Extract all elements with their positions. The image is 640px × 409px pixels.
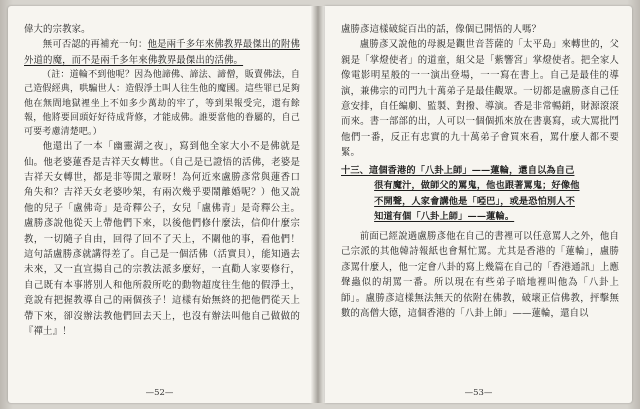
page-number: —53— <box>464 388 493 398</box>
annotation-note: （註：道輪不到他呢？因為他諦佛、諦法、諦僧，販賣佛法，自己造假經典，哄騙世人：造假淨土叫人往生他的魔國。這些罪已足夠他在無間地獄裡坐上不如多少萬劫的牢了，等到果報受完，還有餘報，他將要回頭好好待成背修，才能成佛。誰要當他的眷屬的，自己可要考慮清楚吧。） <box>24 70 300 138</box>
left-page-text <box>24 22 300 340</box>
underlined-statement: 他是兩千多年來佛教界最傑出的附佛外道的魔，而不是兩千多年來佛教界最傑出的活佛。 <box>24 39 301 66</box>
paragraph: 他還出了一本「幽靈湖之夜」，寫到他全家大小不是佛就是仙。他老婆蓮香是吉祥天女轉世。（自己是已證悟的活佛，老婆是吉祥天女轉世，都是非等閒之輩呀！為何近來盧勝彥常與蓮香口角失和？吉祥天女老婆吵架，有兩次幾乎要鬧離婚呢？）他又說他的兒子「盧佛奇」是奇釋公子，女兒「盧佛青」是奇釋公主。盧勝彥說他從天上帶他們下來，以後他們修什麼法，信仰什麼宗教，一切隨子自由，回得了回不了天上，不關他的事，看他們！這句話盧勝彥就講得差了。自己是一個活佛（活實貝），能知過去未來，又一直宣揚自己的宗教法派多麼好，一直勸人家要修行，自己既有本事將別人和他所殺所吃的動物超度往生他的假淨土，竟說有把握教導自己的兩個孩子！這樣有始無終的把他們從天上帶下來，卻沒辦法教他們回去天上，也沒有辦法叫他自己做做的『禪土』！ <box>24 141 300 338</box>
heading-line: 很有魔汁，做師父的罵鬼，他也跟著罵鬼；好像他 <box>374 180 580 192</box>
right-page <box>325 6 632 403</box>
paragraph: 偉大的宗教家。 <box>24 24 91 35</box>
section-heading <box>341 163 619 225</box>
paragraph: 盧勝彥又說他的母親是觀世音菩薩的「太平島」來轉世的，父親是「掌燈使者」的道童，組父是「紫響宮」掌燈使者。把全家人像電影明星般的一一演出登場，一一寫在書上。自己是最佳的導演，兼佛宗的司門九十萬弟子是最佳觀眾。一切都是盧勝彥自己任意安排，自任編劇、監製、對撥、導演。香是非常暢銷，財源滾滾而來。書一部部的出，人可以一個個抓來放在書裏寫，或大罵批鬥他們一番，反正有忠實的九十萬弟子會買來看，罵什麼人都不要緊。 <box>341 39 619 159</box>
left-page <box>8 6 311 403</box>
paragraph-lead: 無可否認的再補充一句： <box>42 39 148 51</box>
right-page-text <box>341 22 619 321</box>
paragraph: 盧勝彥這樣破綻百出的話，像個已開悟的人嗎？ <box>341 24 542 35</box>
paragraph <box>24 37 300 68</box>
heading-line: 不開聲，人家會講他是「啞巴」，或是恐怕別人不 <box>374 195 575 207</box>
page-number: —52— <box>145 388 174 398</box>
heading-line: 十三、這個香港的「八卦上師」——蓮輪，還自以為自己 <box>341 164 575 176</box>
heading-line: 知道有個「八卦上師」——蓮輪。 <box>374 211 515 223</box>
paragraph: 前面已經說過盧勝彥他在自己的書裡可以任意罵人之外，他自己宗派的其他韓詩報紙也會幫忙罵。尤其是香港的「蓮輪」，盧勝彥罵什麼人，他一定會八卦的寫上幾篇在自己的「香港通訊」上應聲蟲似的胡罵一番。所以現在有些弟子暗地裡叫他為「八卦上師」。盧勝彥這樣無法無天的依附在佛教，破壞正信佛教，抨擊無數的高僧大德，這個香港的「八卦上師」——蓮輪，還自以 <box>341 231 619 320</box>
book-gutter <box>311 6 325 403</box>
